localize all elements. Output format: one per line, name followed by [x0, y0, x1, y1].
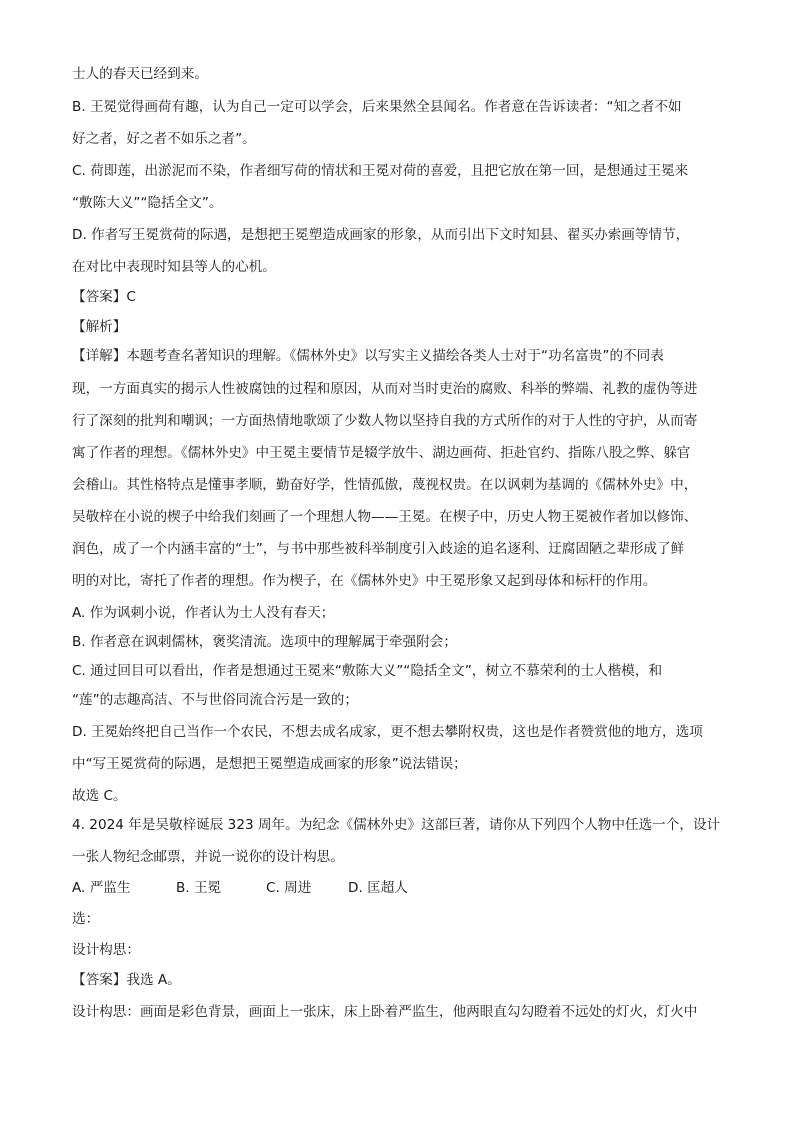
- text-line: D. 王冕始终把自己当作一个农民，不想去成名成家，更不想去攀附权贵，这也是作者赞赏他的地方，选项: [72, 724, 703, 740]
- text-line: 明的对比，寄托了作者的理想。作为楔子，在《儒林外史》中王冕形象又起到母体和标杆的作用。: [72, 573, 657, 589]
- text-line: “敷陈大义”“隐括全文”。: [72, 195, 223, 211]
- text-line: “莲”的志趣高洁、不与世俗同流合污是一致的；: [72, 692, 358, 708]
- design-label: 设计构思：: [72, 942, 140, 958]
- text-line: 润色，成了一个内涵丰富的“士”，与书中那些被科举制度引入歧途的追名逐利、迂腐固陋之辈形成了鲜: [72, 541, 685, 557]
- text-line: 【详解】本题考查名著知识的理解。《儒林外史》以写实主义描绘各类人士对于“功名富贵”的不同表: [72, 348, 664, 364]
- answer-text: 我选 A。: [126, 972, 181, 988]
- answer-line: 【答案】C: [72, 289, 136, 305]
- text-line: D. 作者写王冕赏荷的际遇，是想把王冕塑造成画家的形象，从而引出下文时知县、翟买办索画等情节，: [72, 227, 690, 243]
- answer-tag: 【答案】: [72, 972, 127, 988]
- text-line: 行了深刻的批判和嘲讽；一方面热情地歌颂了少数人物以坚持自我的方式所作的对于人性的守护，从而寄: [72, 413, 698, 429]
- option-c: C. 周进: [266, 880, 312, 896]
- answer-line: [72, 970, 181, 990]
- text-line: 好之者，好之者不如乐之者”。: [72, 131, 256, 147]
- select-label: 选：: [72, 911, 100, 927]
- text-line: 会稽山。其性格特点是懂事孝顺，勤奋好学，性情孤傲，蔑视权贵。在以讽刺为基调的《儒林外史》中，: [72, 477, 698, 493]
- option-a: A. 严监生: [72, 880, 131, 896]
- text-line: 在对比中表现时知县等人的心机。: [72, 259, 276, 275]
- option-d: D. 匡超人: [348, 880, 408, 896]
- text-line: 故选 C。: [72, 788, 127, 804]
- option-b: B. 王冕: [176, 880, 222, 896]
- text-line: 现，一方面真实的揭示人性被腐蚀的过程和原因，从而对当时吏治的腐败、科举的弊端、礼教的虚伪等进: [72, 381, 698, 397]
- text-line: A. 作为讽刺小说，作者认为士人没有春天；: [72, 605, 335, 621]
- text-line: 士人的春天已经到来。: [72, 66, 208, 82]
- question-line: 一张人物纪念邮票，并说一说你的设计构思。: [72, 849, 344, 865]
- text-line: B. 作者意在讽刺儒林，褒奖清流。选项中的理解属于牵强附会；: [72, 634, 457, 650]
- analysis-heading: 【解析】: [72, 319, 127, 335]
- text-line: 寓了作者的理想。《儒林外史》中王冕主要情节是辍学放牛、湖边画荷、拒赴官约、指陈八股之弊、躲官: [72, 445, 691, 461]
- text-line: B. 王冕觉得画荷有趣，认为自己一定可以学会，后来果然全县闻名。作者意在告诉读者：“知之者不如: [72, 99, 682, 115]
- question-line: 4. 2024 年是吴敬梓诞辰 323 周年。为纪念《儒林外史》这部巨著，请你从下列四个人物中任选一个，设计: [72, 817, 721, 833]
- text-line: C. 荷即莲，出淤泥而不染，作者细写荷的情状和王冕对荷的喜爱，且把它放在第一回，是想通过王冕来: [72, 163, 689, 179]
- text-line: 中“写王冕赏荷的际遇，是想把王冕塑造成画家的形象”说法错误；: [72, 756, 467, 772]
- text-line: 吴敬梓在小说的楔子中给我们刻画了一个理想人物——王冕。在楔子中，历史人物王冕被作者加以修饰、: [72, 509, 698, 525]
- text-line: C. 通过回目可以看出，作者是想通过王冕来“敷陈大义”“隐括全文”，树立不慕荣利的士人楷模，和: [72, 663, 663, 679]
- text-line: 设计构思：画面是彩色背景，画面上一张床，床上卧着严监生，他两眼直勾勾瞪着不远处的灯火，灯火中: [72, 1004, 698, 1020]
